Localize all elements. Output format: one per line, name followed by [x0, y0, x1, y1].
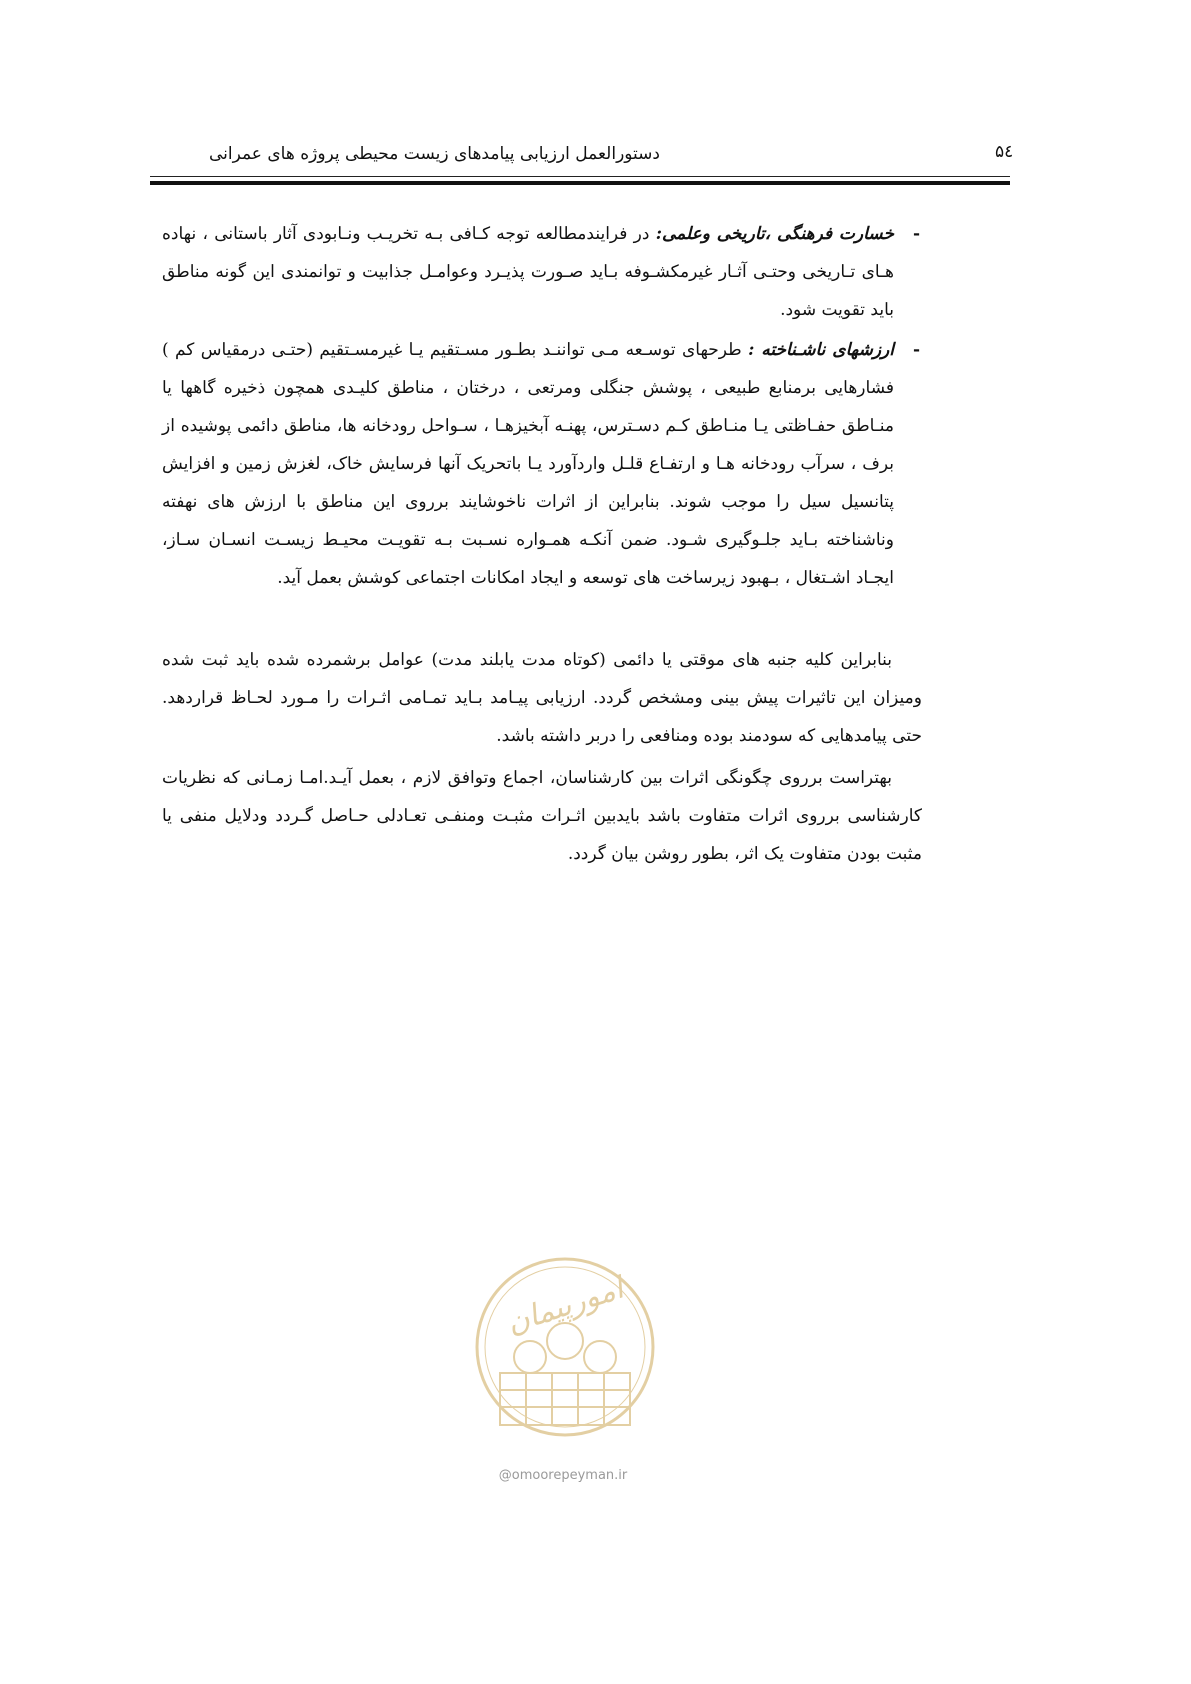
body-text — [162, 215, 922, 873]
bullet-text: در فرایندمطالعه توجه کـافی بـه تخریـب ونـابودی آثار باستانی ، نهاده هـای تـاریخی وحتـی آثـار غیرمکشـوفه بـاید صـورت پذیـرد وعوامـل جذابیت و توانمندی این گونه مناطق باید تقویت شود. — [162, 224, 894, 320]
paragraph: بنابراین کلیه جنبه های موقتی یا دائمی (کوتاه مدت یابلند مدت) عوامل برشمرده شده باید ثبت شده ومیزان این تاثیرات پیش بینی ومشخص گردد. ارزیابی پیـامد بـاید تمـامی اثـرات را مـورد لحـاظ قراردهد. حتی پیامدهایی که سودمند بوده ومنافعی را دربر داشته باشد. — [162, 650, 922, 746]
paragraph: بهتراست برروی چگونگی اثرات بین کارشناسان، اجماع وتوافق لازم ، بعمل آیـد.امـا زمـانی که نظریات کارشناسی برروی اثرات متفاوت باشد بایدبین اثـرات مثبـت ومنفـی تعـادلی حـاصل گـردد ودلایل منفی یا مثبت بودن متفاوت یک اثر، بطور روشن بیان گردد. — [162, 768, 922, 864]
header-rule-thick — [150, 181, 1010, 185]
bullet-dash: - — [912, 224, 920, 244]
watermark-logo — [470, 1245, 660, 1450]
bullet-text: طرحهای توسـعه مـی تواننـد بطـور مسـتقیم یـا غیرمسـتقیم (حتـی درمقیاس کم ) فشارهایی برمنابع طبیعی ، پوشش جنگلی ومرتعی ، درختان ، مناطق کلیـدی همچون ذخیره گاهها یا منـاطق حفـاظتی یـا منـاطق کـم دسـترس، پهنـه آبخیزهـا ، سـواحل رودخانه ها، مناطق دائمی پوشیده از برف ، سرآب رودخانه هـا و ارتفـاع قلـل واردآورد یـا باتحریک آنها فرسایش خاک، لغزش زمین و افزایش پتانسیل سیل را موجب شوند. بنابراین از اثرات ناخوشایند برروی این مناطق با ارزش های نهفته وناشناخته بـاید جلـوگیری شـود. ضمن آنکـه همـواره نسـبت بـه تقویـت محیـط زیسـت انسـان سـاز، ایجـاد اشـتغال ، بـهبود زیرساخت های توسعه و ایجاد امکانات اجتماعی کوشش بعمل آید. — [162, 340, 894, 588]
header-rule-thin — [150, 176, 1010, 177]
bullet-item-cultural-loss — [162, 215, 922, 329]
bullet-term: خسارت فرهنگی ،تاریخی وعلمی: — [655, 224, 894, 244]
watermark-url: @omoorepeyman.ir — [498, 1468, 628, 1483]
running-title: دستورالعمل ارزیابی پیامدهای زیست محیطی پروژه های عمرانی — [208, 144, 660, 164]
bullet-item-unknown-values — [162, 331, 922, 597]
bullet-term: ارزشهای ناشـناخته : — [748, 340, 894, 360]
watermark-logo-text: امورپیمان — [502, 1270, 628, 1342]
bullet-dash: - — [912, 340, 920, 360]
page-header — [150, 130, 1014, 198]
page-number: ۵٤ — [995, 142, 1014, 162]
